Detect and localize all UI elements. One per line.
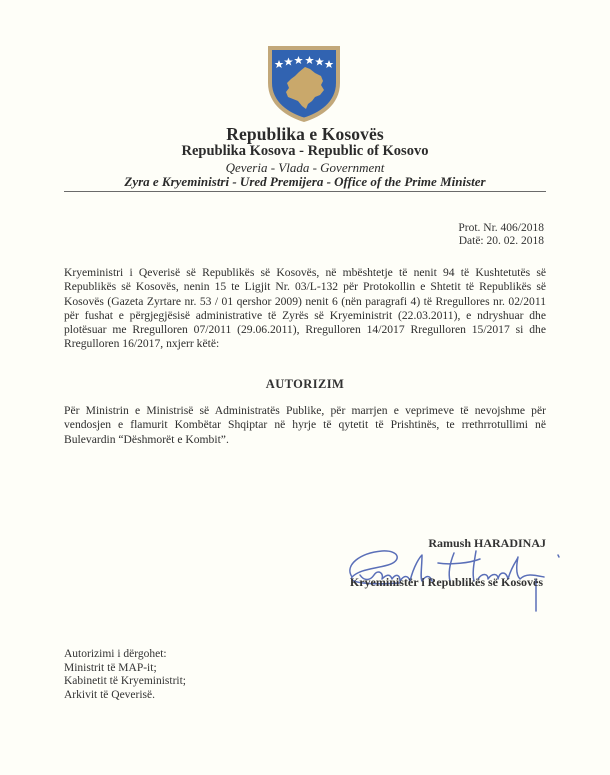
authorization-paragraph: Për Ministrin e Ministrisë së Administratës Publike, për marrjen e veprimeve të nevojshme për vendosjen e flamurit Kombëtar Shqiptar në hyrje të qytetit të Prishtinës, te rrethrrotullimi në Bulevardin “Dëshmorët e Kombit”. bbox=[64, 404, 546, 446]
distribution-list bbox=[64, 648, 186, 702]
distribution-recipient: Arkivit të Qeverisë. bbox=[64, 688, 156, 701]
header-country-multilingual: Republika Kosova - Republic of Kosovo bbox=[181, 143, 429, 159]
header-office: Zyra e Kryeministri - Ured Premijera - Office of the Prime Minister bbox=[124, 174, 486, 189]
signatory-name: Ramush HARADINAJ bbox=[428, 536, 546, 550]
header-divider bbox=[64, 191, 546, 192]
header-government: Qeveria - Vlada - Government bbox=[225, 160, 385, 175]
kosovo-emblem-icon bbox=[265, 43, 343, 123]
protocol-number: Prot. Nr. 406/2018 bbox=[458, 222, 544, 234]
header-country-name: Republika e Kosovës bbox=[226, 124, 384, 144]
distribution-recipient: Ministrit të MAP-it; bbox=[64, 661, 157, 674]
preamble-paragraph: Kryeministri i Qeverisë së Republikës së Kosovës, në mbështetje të nenit 94 të Kushtetutës së Republikës së Kosovës, nenin 15 te Ligjit Nr. 03/L-132 për Protokollin e Shtetit të Republikës së Kosovës (Gazeta Zyrtare nr. 53 / 01 qershor 2009) nenit 6 (nën paragrafi 4) të Rregullores nr. 02/2011 për fushat e përgjegjësisë administrative të Zyrës së Kryeministrit (22.03.2011), e ndryshuar dhe plotësuar me Rregulloren 07/2011 (29.06.2011), Rregulloren 14/2017 Rregulloren 15/2017 si dhe Rregulloren 16/2017, nxjerr këtë: bbox=[64, 266, 546, 351]
distribution-heading: Autorizimi i dërgohet: bbox=[64, 648, 167, 660]
distribution-recipient: Kabinetit të Kryeministrit; bbox=[64, 675, 187, 688]
document-title: AUTORIZIM bbox=[265, 377, 345, 391]
signatory-title: Kryeministër i Republikës së Kosovës bbox=[349, 575, 543, 589]
document-date: Datë: 20. 02. 2018 bbox=[458, 235, 544, 247]
